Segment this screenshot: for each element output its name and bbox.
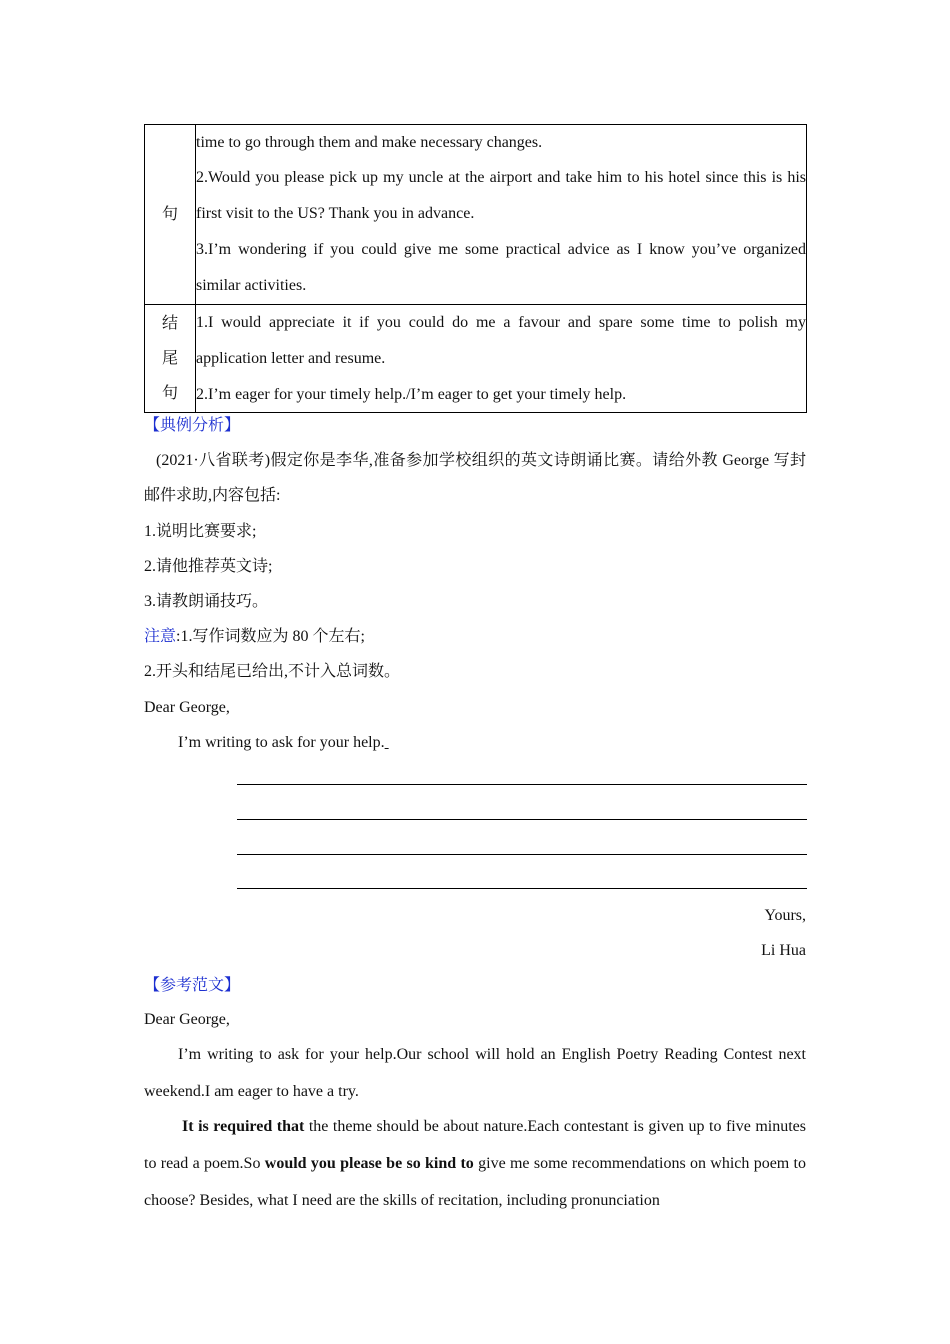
writing-blank[interactable] <box>385 734 389 751</box>
sentence-cell <box>196 305 807 413</box>
note-line: 2.开头和结尾已给出,不计入总词数。 <box>144 663 401 680</box>
requirement-item: 3.请教朗诵技巧。 <box>144 593 269 610</box>
category-char: 句 <box>161 385 178 402</box>
blank-line[interactable] <box>237 819 807 820</box>
category-cell <box>145 305 196 413</box>
category-cell <box>145 125 196 305</box>
note-line <box>144 619 806 654</box>
category-char: 尾 <box>161 350 178 367</box>
sample-heading: 【参考范文】 <box>144 977 241 994</box>
note-label: 注意 <box>144 628 177 645</box>
requirement-item: 2.请他推荐英文诗; <box>144 558 273 575</box>
sample-paragraph <box>144 1108 806 1219</box>
table-row <box>145 305 807 413</box>
example-heading: 【典例分析】 <box>144 417 241 434</box>
blank-line[interactable] <box>237 888 807 889</box>
sentence-line: 2.I’m eager for your timely help./I’m eager to get your timely help. <box>196 386 627 403</box>
letter-closing: Yours, <box>764 907 806 924</box>
letter-opening <box>144 725 806 760</box>
letter-signature: Li Hua <box>761 942 806 959</box>
category-char: 结 <box>161 315 178 332</box>
sentence-line: 2.Would you please pick up my uncle at the airport and take him to his hotel since this is his first visit to the US? Thank you in advance. <box>196 169 806 222</box>
requirement-item: 1.说明比赛要求; <box>144 523 257 540</box>
paragraph-text: the theme should be about nature.Each contestant is given up to five minutes to read a poem.So <box>144 1118 807 1172</box>
sample-paragraph: I’m writing to ask for your help.Our school will hold an English Poetry Reading Contest next weekend.I am eager to have a try. <box>144 1046 806 1100</box>
blank-line[interactable] <box>237 784 807 785</box>
table-row <box>145 125 807 305</box>
note-text: :1.写作词数应为 80 个左右; <box>176 628 365 645</box>
sample-salutation: Dear George, <box>144 1011 230 1028</box>
example-prompt: (2021·八省联考)假定你是李华,准备参加学校组织的英文诗朗诵比赛。请给外教 George 写封邮件求助,内容包括: <box>144 452 806 504</box>
sentence-line: 3.I’m wondering if you could give me some practical advice as I know you’ve organized similar activities. <box>196 241 806 294</box>
sentence-cell <box>196 125 807 305</box>
category-label: 句 <box>161 206 178 223</box>
key-phrase: would you please be so kind to <box>264 1155 474 1172</box>
phrases-table <box>144 124 807 413</box>
opening-text: I’m writing to ask for your help. <box>178 734 385 751</box>
key-phrase: It is required that <box>182 1118 305 1135</box>
paragraph-text: give me some recommendations on which poem to choose? Besides, what I need are the skills of recitation, including pronunciation <box>144 1155 807 1209</box>
sentence-line: time to go through them and make necessary changes. <box>196 134 543 151</box>
sentence-line: 1.I would appreciate it if you could do me a favour and spare some time to polish my application letter and resume. <box>196 314 806 367</box>
salutation: Dear George, <box>144 699 230 716</box>
blank-line[interactable] <box>237 854 807 855</box>
